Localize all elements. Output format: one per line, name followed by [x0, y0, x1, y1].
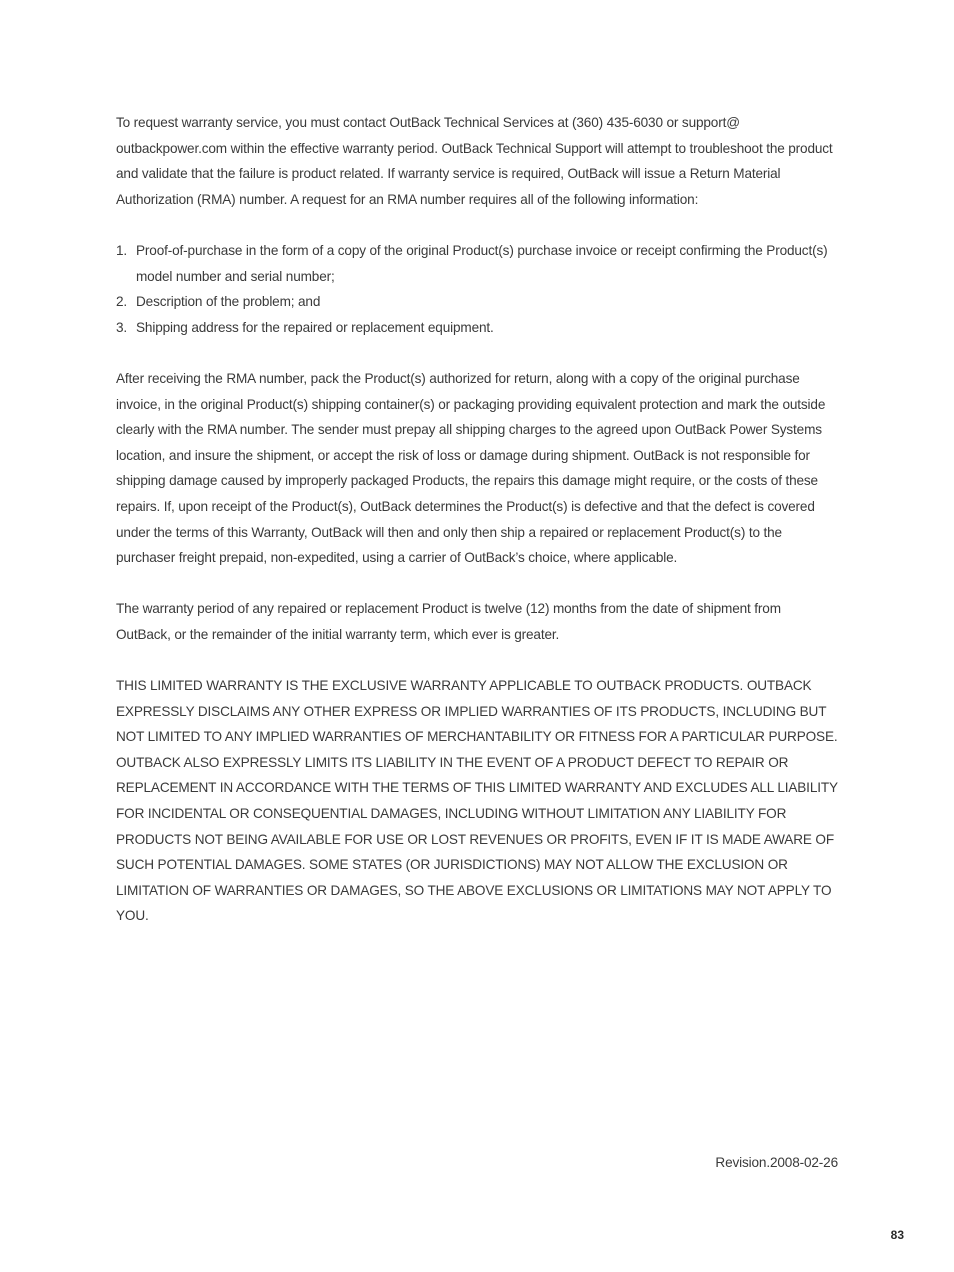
list-item-text: Description of the problem; and [136, 294, 321, 310]
list-item [116, 289, 838, 315]
list-item [116, 315, 838, 341]
disclaimer-paragraph: THIS LIMITED WARRANTY IS THE EXCLUSIVE WARRANTY APPLICABLE TO OUTBACK PRODUCTS. OUTBACK EXPRESSLY DISCLAIMS ANY OTHER EXPRESS OR IMPLIED WARRANTIES OF ITS PRODUCTS, INCLUDING BUT NOT LIMITED TO ANY IMPLIED WARRANTIES OF MERCHANTABILITY OR FITNESS FOR A PARTICULAR PURPOSE. OUTBACK ALSO EXPRESSLY LIMITS ITS LIABILITY IN THE EVENT OF A PRODUCT DEFECT TO REPAIR OR REPLACEMENT IN ACCORDANCE WITH THE TERMS OF THIS LIMITED WARRANTY AND EXCLUDES ALL LIABILITY FOR INCIDENTAL OR CONSEQUENTIAL DAMAGES, INCLUDING WITHOUT LIMITATION ANY LIABILITY FOR PRODUCTS NOT BEING AVAILABLE FOR USE OR LOST REVENUES OR PROFITS, EVEN IF IT IS MADE AWARE OF SUCH POTENTIAL DAMAGES. SOME STATES (OR JURISDICTIONS) MAY NOT ALLOW THE EXCLUSION OR LIMITATION OF WARRANTIES OR DAMAGES, SO THE ABOVE EXCLUSIONS OR LIMITATIONS MAY NOT APPLY TO YOU. [116, 678, 838, 924]
list-item-number: 3. [116, 319, 128, 335]
page-number: 83 [890, 1228, 904, 1242]
rma-requirements-list [116, 238, 838, 340]
page-body [116, 110, 838, 929]
warranty-service-paragraph: To request warranty service, you must contact OutBack Technical Services at (360) 435-6030 or support@ outbackpower.com within the effective warranty period. OutBack Technical Support will attempt to troubleshoot the product and validate that the failure is product related. If warranty service is required, OutBack will issue a Return Material Authorization (RMA) number. A request for an RMA number requires all of the following information: [116, 115, 833, 207]
list-item-text: Proof-of-purchase in the form of a copy of the original Product(s) purchase invoice or receipt confirming the Product(s) model number and serial number; [136, 242, 828, 284]
revision-label: Revision.2008-02-26 [715, 1155, 838, 1170]
warranty-period-paragraph: The warranty period of any repaired or replacement Product is twelve (12) months from the date of shipment from OutBack, or the remainder of the initial warranty term, which ever is greater. [116, 601, 781, 642]
list-item [116, 238, 838, 289]
list-item-number: 2. [116, 294, 128, 310]
shipping-paragraph: After receiving the RMA number, pack the Product(s) authorized for return, along with a copy of the original purchase invoice, in the original Product(s) shipping container(s) or packaging providing equivalent protection and mark the outside clearly with the RMA number. The sender must prepay all shipping charges to the agreed upon OutBack Power Systems location, and insure the shipment, or accept the risk of loss or damage during shipment. OutBack is not responsible for shipping damage caused by improperly packaged Products, the repairs this damage might require, or the costs of these repairs. If, upon receipt of the Product(s), OutBack determines the Product(s) is defective and that the defect is covered under the terms of this Warranty, OutBack will then and only then ship a repaired or replacement Product(s) to the purchaser freight prepaid, non-expedited, using a carrier of OutBack’s choice, where applicable. [116, 370, 826, 566]
list-item-number: 1. [116, 242, 128, 258]
list-item-text: Shipping address for the repaired or replacement equipment. [136, 319, 494, 335]
